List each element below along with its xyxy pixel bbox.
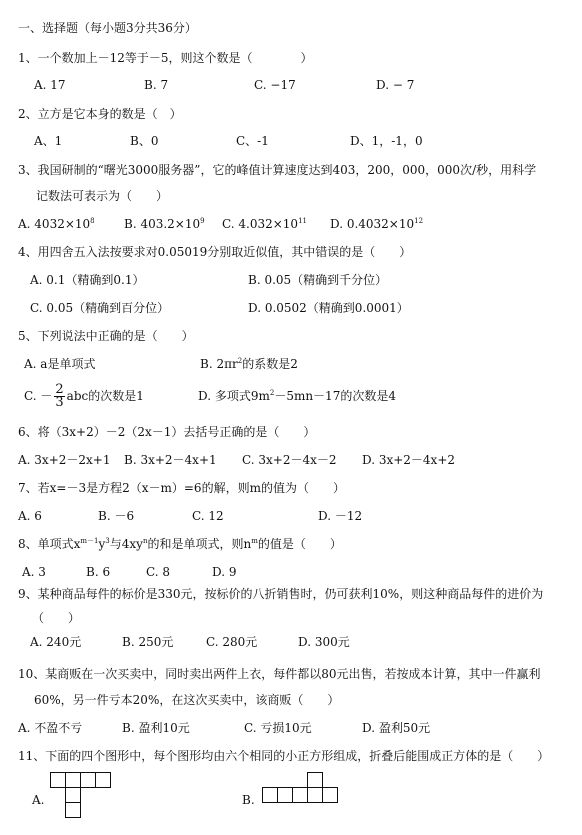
q3-option-a: A. $4032\times 10^8$: [18, 217, 95, 231]
q7-option-a: A. 6: [18, 509, 42, 523]
q1-option-c: C. −17: [254, 78, 296, 92]
q10-option-a: A. 不盈不亏: [18, 721, 83, 735]
question-4-stem: 4、用四舍五入法按要求对0.05019分别取近似值，其中错误的是（ ）: [18, 245, 412, 259]
q5-option-d: D. 多项式$9m^2-5mn-17$的次数是4: [198, 389, 396, 403]
q8-option-b: B. 6: [86, 565, 111, 579]
q7-option-b: B. －6: [98, 509, 135, 523]
question-5-stem: 5、下列说法中正确的是（ ）: [18, 329, 194, 343]
q4-option-b: B. 0.05（精确到千分位）: [248, 273, 388, 287]
net-square: [65, 802, 81, 818]
question-7-stem: 7、若x=－3是方程2（x－m）=6的解，则m的值为（ ）: [18, 481, 345, 495]
net-square: [277, 787, 293, 803]
question-9-stem-line2: （ ）: [32, 611, 81, 625]
q10-option-d: D. 盈利50元: [362, 721, 431, 735]
q10-option-b: B. 盈利10元: [122, 721, 190, 735]
q7-option-d: D. －12: [318, 509, 363, 523]
net-square: [65, 787, 81, 803]
q3-option-c: C. $4.032\times 10^{11}$: [222, 217, 307, 231]
net-square: [307, 772, 323, 788]
q9-option-b: B. 250元: [122, 635, 174, 649]
q5-option-a: A. a是单项式: [24, 357, 96, 371]
question-9-stem-line1: 9、某种商品每件的标价是330元，按标价的八折销售时，仍可获利10%，则这种商品每件的进价为: [18, 587, 544, 601]
question-10-stem-line1: 10、某商贩在一次买卖中，同时卖出两件上衣，每件都以80元出售，若按成本计算，其中一件赢利: [18, 667, 541, 681]
q5-option-c: C. － $\frac{2}{3}$ abc的次数是1: [24, 382, 144, 410]
q2-option-a: A、1: [34, 134, 63, 148]
q6-option-a: A. 3x+2－2x+1: [18, 453, 111, 467]
q4-option-c: C. 0.05（精确到百分位）: [30, 301, 170, 315]
section-title: 一、选择题（每小题3分共36分）: [18, 21, 197, 35]
q5-option-b: B. $2\pi r^2$的系数是2: [200, 357, 298, 371]
q6-option-b: B. 3x+2－4x+1: [124, 453, 217, 467]
net-square: [292, 787, 308, 803]
net-square: [65, 772, 81, 788]
q2-option-c: C、-1: [236, 134, 269, 148]
net-square: [95, 772, 111, 788]
q11-option-a-label: A.: [32, 793, 45, 807]
question-2-stem: 2、立方是它本身的数是（ ）: [18, 107, 182, 121]
question-6-stem: 6、将（3x+2）－2（2x－1）去括号正确的是（ ）: [18, 425, 316, 439]
net-square: [50, 772, 66, 788]
q1-option-a: A. 17: [34, 78, 66, 92]
question-3-stem-line2: 记数法可表示为（ ）: [36, 189, 169, 203]
question-3-stem-line1: 3、我国研制的“曙光3000服务器”，它的峰值计算速度达到403，200，000，000次/秒，用科学: [18, 163, 537, 177]
q4-option-d: D. 0.0502（精确到0.0001）: [248, 301, 409, 315]
q2-option-b: B、0: [130, 134, 159, 148]
q9-option-c: C. 280元: [206, 635, 258, 649]
q1-option-b: B. 7: [144, 78, 169, 92]
q8-option-c: C. 8: [146, 565, 171, 579]
q8-option-d: D. 9: [212, 565, 237, 579]
net-square: [262, 787, 278, 803]
question-1-stem: 1、一个数加上－12等于－5，则这个数是（ ）: [18, 51, 313, 65]
q6-option-d: D. 3x+2－4x+2: [362, 453, 456, 467]
q7-option-c: C. 12: [192, 509, 224, 523]
q10-option-c: C. 亏损10元: [244, 721, 312, 735]
q4-option-a: A. 0.1（精确到0.1）: [30, 273, 145, 287]
q8-option-a: A. 3: [22, 565, 46, 579]
q3-option-b: B. $403.2\times 10^9$: [124, 217, 205, 231]
question-8-stem: 8、单项式$x^{m-1}y^3$与$4xy^n$的和是单项式，则$n^m$的值是（ ）: [18, 537, 342, 551]
net-square: [307, 787, 323, 803]
q3-option-d: D. $0.4032\times 10^{12}$: [330, 217, 424, 231]
net-square: [322, 787, 338, 803]
q1-option-d: D. − 7: [376, 78, 415, 92]
question-11-stem: 11、下面的四个图形中，每个图形均由六个相同的小正方形组成，折叠后能围成正方体的是（ ）: [18, 749, 550, 763]
net-square: [80, 772, 96, 788]
q9-option-a: A. 240元: [30, 635, 82, 649]
question-10-stem-line2: 60%，另一件亏本20%，在这次买卖中，该商贩（ ）: [34, 693, 340, 707]
q6-option-c: C. 3x+2－4x－2: [242, 453, 337, 467]
two-thirds-fraction: $\frac{2}{3}$: [55, 382, 64, 410]
q11-option-b-label: B.: [242, 793, 255, 807]
q2-option-d: D、1，-1，0: [350, 134, 423, 148]
q9-option-d: D. 300元: [298, 635, 350, 649]
